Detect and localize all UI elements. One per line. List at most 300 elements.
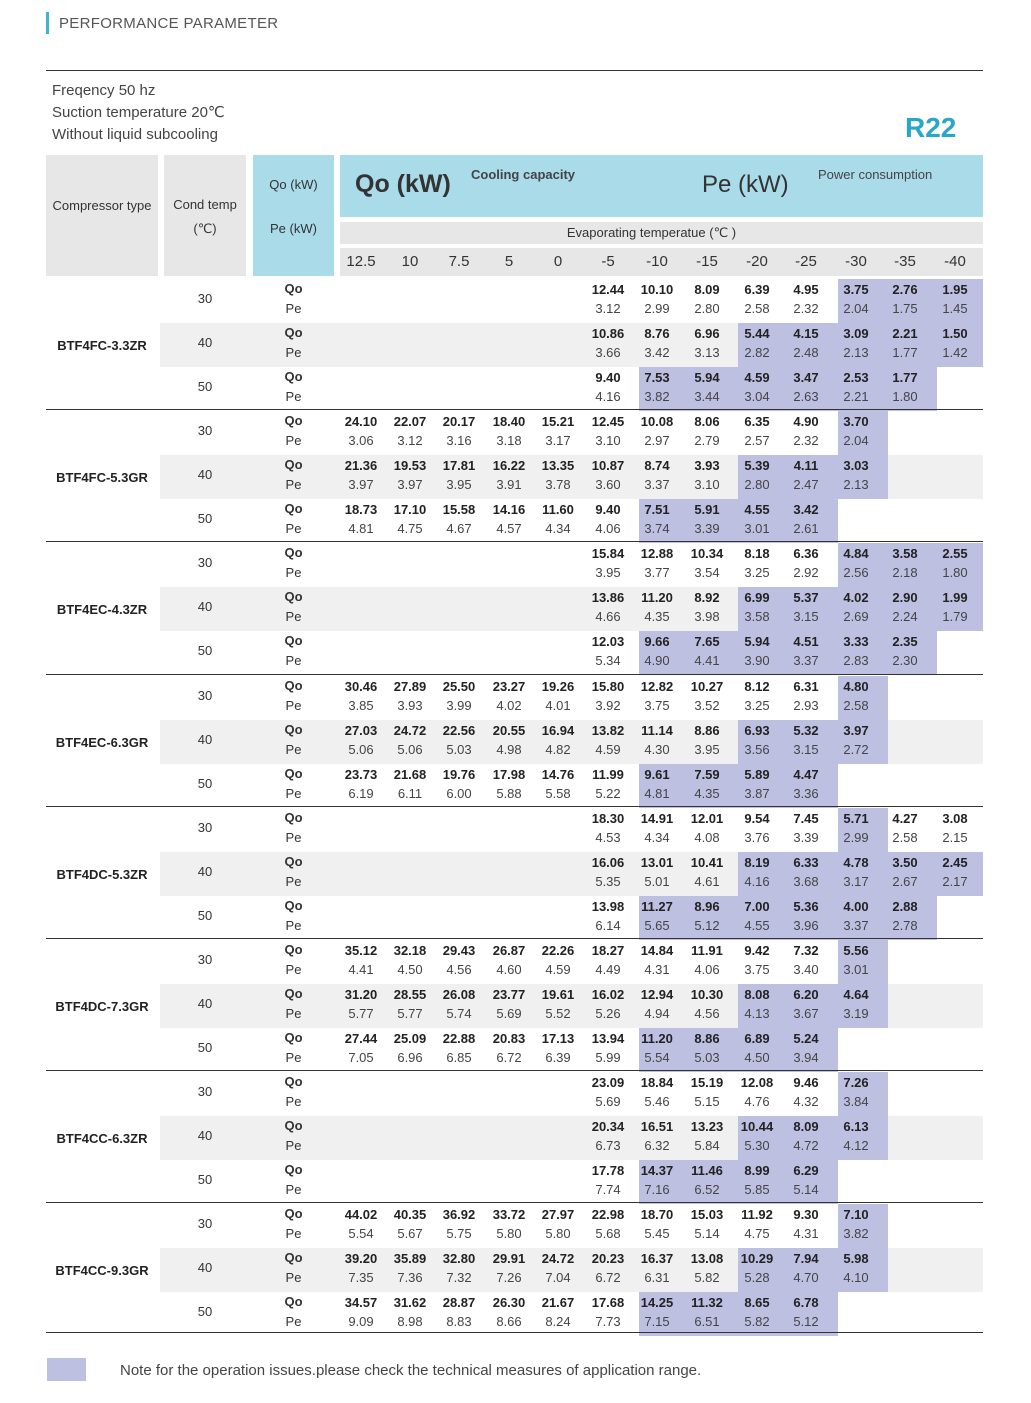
qo-value: 8.18	[744, 546, 770, 562]
pe-value: 5.15	[694, 1094, 720, 1110]
qo-value: 21.36	[344, 458, 378, 474]
evap-temp-header	[340, 222, 983, 244]
qo-value: 13.35	[541, 458, 575, 474]
pe-value: 5.35	[595, 873, 621, 889]
pe-row-label: Pe	[285, 917, 302, 933]
pe-value: 7.16	[644, 1182, 670, 1198]
pe-value: 2.47	[793, 477, 819, 493]
qo-value: 8.65	[744, 1295, 770, 1311]
qo-value: 1.99	[942, 590, 968, 606]
qo-value: 3.33	[843, 634, 869, 650]
qo-row-label: Qo	[284, 677, 303, 693]
model-separator	[46, 938, 983, 939]
qo-value: 19.26	[541, 678, 575, 694]
pe-value: 6.73	[595, 1138, 621, 1154]
pe-value: 4.53	[595, 829, 621, 845]
qo-value: 44.02	[344, 1207, 378, 1223]
pe-value: 6.11	[397, 785, 423, 801]
pe-row-label: Pe	[285, 1050, 302, 1065]
evap-temp-col: -20	[746, 253, 768, 270]
pe-value: 3.40	[793, 962, 819, 977]
qo-value: 2.35	[892, 634, 918, 650]
qo-value: 21.67	[541, 1295, 575, 1311]
cond-temp-value: 30	[197, 555, 213, 571]
pe-value: 4.13	[744, 1006, 770, 1021]
pe-value: 5.26	[595, 1006, 621, 1021]
pe-value: 5.12	[694, 917, 720, 933]
pe-row-label: Pe	[285, 301, 302, 316]
qo-value: 3.58	[892, 546, 918, 562]
qo-row-label: Qo	[284, 986, 303, 1001]
qo-value: 10.30	[690, 987, 724, 1002]
capacity-header	[340, 155, 983, 217]
compressor-model-name: BTF4EC-6.3GR	[55, 734, 149, 750]
qo-value: 11.14	[641, 722, 673, 738]
pe-value: 5.14	[793, 1182, 819, 1198]
pe-value: 7.32	[446, 1270, 472, 1286]
qo-row-label: Qo	[284, 1162, 303, 1178]
qo-value: 1.77	[892, 370, 918, 385]
condition-subcooling: Without liquid subcooling	[52, 126, 218, 143]
pe-value: 4.82	[545, 741, 571, 757]
qo-value: 26.87	[492, 943, 526, 958]
pe-value: 3.95	[446, 477, 472, 493]
pe-value: 4.02	[496, 697, 522, 713]
pe-value: 5.80	[545, 1226, 571, 1242]
pe-value: 4.41	[694, 653, 720, 669]
pe-value: 5.80	[496, 1226, 522, 1242]
qo-value: 15.84	[591, 546, 625, 562]
evap-temp-col: 10	[401, 253, 419, 270]
pe-value: 4.55	[744, 917, 770, 933]
qo-value: 39.20	[344, 1251, 378, 1267]
pe-value: 3.92	[595, 697, 621, 713]
pe-value: 2.30	[892, 653, 918, 669]
qo-value: 30.46	[344, 678, 378, 694]
qo-value: 5.94	[744, 634, 770, 650]
qo-value: 7.94	[793, 1251, 819, 1267]
qo-value: 20.17	[442, 414, 476, 430]
pe-value: 2.24	[892, 609, 918, 625]
pe-value: 2.13	[843, 477, 869, 493]
qo-value: 5.91	[694, 502, 720, 518]
qo-row-label: Qo	[284, 1206, 303, 1222]
pe-value: 6.72	[595, 1270, 621, 1286]
evap-temp-col: -25	[795, 253, 817, 270]
qo-row-label: Qo	[284, 897, 303, 913]
qo-value: 8.09	[694, 282, 720, 297]
pe-row-label: Pe	[285, 785, 302, 801]
qo-value: 8.08	[744, 987, 770, 1002]
qo-value: 3.09	[843, 326, 869, 341]
pe-value: 3.78	[545, 477, 571, 493]
pe-value: 4.56	[694, 1006, 720, 1021]
qo-value: 11.20	[641, 1031, 673, 1046]
qo-value: 10.41	[690, 854, 724, 870]
qo-value: 6.31	[793, 678, 819, 694]
pe-value: 1.77	[892, 345, 918, 360]
qo-value: 6.89	[744, 1031, 770, 1046]
compressor-model-name: BTF4DC-5.3ZR	[56, 866, 148, 882]
qo-value: 14.16	[492, 502, 526, 518]
pe-value: 5.45	[644, 1226, 670, 1242]
pe-value: 5.77	[397, 1006, 423, 1021]
compressor-model-name: BTF4FC-3.3ZR	[57, 338, 147, 353]
pe-value: 3.94	[793, 1050, 819, 1065]
qo-value: 26.30	[492, 1295, 526, 1311]
qo-value: 2.53	[843, 370, 869, 385]
qo-value: 32.18	[393, 943, 427, 958]
pe-row-label: Pe	[285, 433, 302, 449]
pe-row-label: Pe	[285, 1314, 302, 1330]
pe-value: 6.32	[644, 1138, 670, 1154]
pe-value: 4.60	[496, 962, 522, 977]
pe-row-label: Pe	[285, 1182, 302, 1198]
pe-value: 5.06	[348, 741, 374, 757]
qo-value: 8.09	[793, 1119, 819, 1135]
qo-value: 13.08	[690, 1251, 724, 1267]
pe-value: 5.06	[397, 741, 423, 757]
section-title: PERFORMANCE PARAMETER	[59, 14, 279, 32]
pe-value: 4.12	[843, 1138, 869, 1154]
qo-value: 13.98	[591, 898, 625, 914]
qo-value: 23.77	[492, 987, 526, 1002]
qo-value: 2.45	[942, 854, 968, 870]
qo-value: 2.21	[892, 326, 918, 341]
pe-value: 4.06	[694, 962, 720, 977]
pe-value: 2.99	[644, 301, 670, 316]
qo-value: 17.81	[442, 458, 476, 474]
cond-temp-value: 40	[197, 599, 213, 615]
pe-value: 6.14	[595, 917, 621, 933]
pe-value: 3.77	[644, 565, 670, 581]
qo-row-label: Qo	[284, 281, 303, 296]
qo-value: 17.78	[591, 1163, 625, 1179]
pe-value: 4.76	[744, 1094, 770, 1110]
pe-value: 5.84	[694, 1138, 720, 1154]
pe-value: 3.17	[843, 873, 869, 889]
qo-value: 18.40	[492, 414, 526, 430]
qo-value: 20.34	[591, 1119, 625, 1135]
qo-value: 19.53	[393, 458, 427, 474]
qo-value: 15.80	[591, 678, 625, 694]
pe-value: 6.96	[397, 1050, 423, 1065]
pe-value: 3.91	[496, 477, 522, 493]
qo-value: 9.66	[644, 634, 670, 650]
qo-value: 27.03	[344, 722, 378, 738]
qo-value: 5.24	[793, 1031, 819, 1046]
cond-temp-value: 40	[197, 335, 213, 350]
cond-temp-label: Cond temp	[173, 197, 237, 212]
pe-value: 4.31	[644, 962, 670, 977]
divider	[46, 70, 983, 71]
qo-value: 17.98	[492, 766, 526, 782]
pe-value: 2.80	[694, 301, 720, 316]
pe-value: 2.15	[942, 829, 968, 845]
pe-value: 3.60	[595, 477, 621, 493]
pe-value: 6.85	[446, 1050, 472, 1065]
qo-value: 9.40	[595, 370, 621, 385]
compressor-type-header	[46, 155, 158, 276]
pe-value: 3.06	[348, 433, 374, 449]
qo-value: 7.65	[694, 634, 720, 650]
pe-value: 3.18	[496, 433, 522, 449]
cond-temp-value: 50	[197, 775, 213, 791]
qo-value: 3.47	[793, 370, 819, 385]
qo-value: 6.93	[744, 722, 770, 738]
qo-value: 6.39	[744, 282, 770, 297]
compressor-type-label: Compressor type	[52, 198, 152, 213]
evap-temp-col: -10	[646, 253, 668, 270]
pe-row-label: Pe	[285, 1138, 302, 1154]
pe-value: 5.69	[496, 1006, 522, 1021]
pe-value: 2.18	[892, 565, 918, 581]
pe-value: 3.17	[545, 433, 571, 449]
qo-row-label: Qo	[284, 545, 303, 561]
pe-value: 7.74	[595, 1182, 621, 1198]
pe-value: 4.90	[644, 653, 670, 669]
pe-value: 9.09	[348, 1314, 374, 1330]
qo-value: 5.36	[793, 898, 819, 914]
qo-value: 15.21	[541, 414, 575, 430]
pe-value: 3.01	[843, 962, 869, 977]
qo-row-label: Qo	[284, 457, 303, 473]
pe-value: 4.50	[744, 1050, 770, 1065]
qo-row-label: Qo	[284, 1294, 303, 1310]
pe-value: 4.66	[595, 609, 621, 625]
qo-value: 12.44	[591, 282, 625, 297]
cond-temp-value: 50	[197, 1172, 213, 1188]
pe-value: 3.12	[397, 433, 423, 449]
evap-temp-col: -15	[696, 253, 718, 270]
qo-value: 31.62	[393, 1295, 427, 1311]
cond-temp-value: 50	[197, 643, 213, 659]
test-conditions	[52, 80, 225, 146]
qo-value: 3.70	[843, 414, 869, 430]
qo-value: 9.42	[744, 943, 770, 958]
qo-value: 6.33	[793, 854, 819, 870]
qo-value: 4.27	[892, 810, 918, 826]
qo-value: 10.27	[690, 678, 724, 694]
qo-value: 25.50	[442, 678, 476, 694]
qo-value: 9.46	[793, 1075, 819, 1091]
qo-value: 6.20	[793, 987, 819, 1002]
qo-value: 6.96	[694, 326, 720, 341]
pe-row-label: Pe	[285, 1094, 302, 1110]
pe-row-label: Pe	[285, 521, 302, 537]
qo-value: 16.22	[492, 458, 526, 474]
pe-value: 4.59	[545, 962, 571, 977]
refrigerant-label: R22	[905, 112, 957, 143]
pe-value: 3.82	[843, 1226, 869, 1242]
pe-value: 2.04	[843, 433, 869, 449]
qo-value: 40.35	[393, 1207, 427, 1223]
pe-value: 3.15	[793, 741, 819, 757]
qo-value: 17.13	[541, 1031, 575, 1046]
pe-value: 2.67	[892, 873, 918, 889]
power-consumption-label: Power consumption	[818, 167, 933, 182]
footnote: Note for the operation issues.please check the technical measures of application range.	[120, 1362, 702, 1379]
evap-temp-col: 5	[504, 253, 514, 270]
pe-value: 4.10	[843, 1270, 869, 1286]
qo-value: 4.02	[843, 590, 869, 606]
qo-value: 11.20	[641, 590, 673, 606]
qo-value: 3.50	[892, 854, 918, 870]
pe-value: 2.58	[744, 301, 770, 316]
qo-value: 7.10	[843, 1207, 869, 1223]
qo-row-label: Qo	[284, 1074, 303, 1090]
qo-value: 35.12	[344, 943, 378, 958]
qo-value: 8.92	[694, 590, 720, 606]
pe-value: 3.85	[348, 697, 374, 713]
qo-value: 8.96	[694, 898, 720, 914]
qo-row-label: Qo	[284, 809, 303, 825]
pe-row-label: Pe	[285, 565, 302, 581]
qo-value: 25.09	[393, 1031, 427, 1046]
pe-value: 2.13	[843, 345, 869, 360]
qo-value: 5.37	[793, 590, 819, 606]
qo-value: 24.72	[541, 1251, 575, 1267]
qo-value: 4.84	[843, 546, 869, 562]
cond-temp-value: 50	[197, 1040, 213, 1055]
qo-value: 22.98	[591, 1207, 625, 1223]
pe-value: 4.16	[595, 389, 621, 404]
qo-value: 2.90	[892, 590, 918, 606]
pe-value: 2.79	[694, 433, 720, 449]
evap-temp-label: Evaporating temperatue (℃ )	[566, 225, 737, 240]
pe-value: 3.76	[744, 829, 770, 845]
qo-value: 4.80	[843, 678, 869, 694]
qo-value: 4.78	[843, 854, 869, 870]
qo-value: 2.88	[892, 898, 918, 914]
qo-value: 13.94	[591, 1031, 625, 1046]
pe-value: 2.63	[793, 389, 819, 404]
qo-value: 8.19	[744, 854, 770, 870]
cond-temp-value: 30	[197, 687, 213, 703]
pe-row-label: Pe	[285, 345, 302, 360]
qo-value: 12.45	[591, 414, 625, 430]
qo-value: 18.73	[344, 502, 378, 518]
qo-value: 13.23	[690, 1119, 724, 1135]
pe-value: 3.42	[644, 345, 670, 360]
pe-value: 4.61	[694, 873, 720, 889]
evap-temp-col: -40	[944, 253, 966, 270]
pe-unit-label: Pe (kW)	[270, 221, 317, 236]
table-bottom-line	[46, 1332, 983, 1333]
qo-value: 10.44	[740, 1119, 774, 1135]
qo-value: 4.15	[793, 326, 819, 341]
compressor-model-name: BTF4EC-4.3ZR	[56, 602, 148, 618]
pe-value: 3.15	[793, 609, 819, 625]
pe-value: 7.36	[397, 1270, 423, 1286]
pe-row-label: Pe	[285, 1006, 302, 1021]
evap-temp-col: 7.5	[448, 253, 470, 270]
pe-row-label: Pe	[285, 873, 302, 889]
qo-value: 3.03	[843, 458, 869, 474]
qo-value: 16.02	[591, 987, 625, 1002]
evap-temp-row	[340, 248, 983, 276]
qo-value: 9.61	[644, 766, 670, 782]
pe-value: 4.70	[793, 1270, 819, 1286]
pe-value: 3.97	[348, 477, 374, 493]
pe-value: 2.97	[644, 433, 670, 449]
pe-value: 3.95	[694, 741, 720, 757]
pe-value: 4.35	[644, 609, 670, 625]
pe-value: 3.75	[644, 697, 670, 713]
qo-value: 20.23	[591, 1251, 625, 1267]
pe-value: 5.58	[545, 785, 571, 801]
pe-value: 5.28	[744, 1270, 770, 1286]
qo-value: 16.94	[541, 722, 575, 738]
accent-bar	[46, 12, 49, 34]
qo-value: 13.01	[640, 854, 674, 870]
pe-value: 1.75	[892, 301, 918, 316]
qo-row-label: Qo	[284, 1250, 303, 1266]
pe-value: 5.82	[694, 1270, 720, 1286]
qo-value: 22.56	[442, 722, 476, 738]
pe-value: 5.67	[397, 1226, 423, 1242]
evap-temp-col: 12.5	[346, 253, 376, 270]
pe-value: 5.54	[644, 1050, 670, 1065]
pe-value: 8.66	[496, 1314, 522, 1330]
qo-value: 4.11	[793, 458, 819, 474]
qo-value: 11.27	[641, 898, 673, 914]
pe-value: 4.94	[644, 1006, 670, 1021]
pe-value: 5.82	[744, 1314, 770, 1330]
qo-value: 2.76	[892, 282, 918, 297]
pe-value: 4.49	[595, 962, 621, 977]
pe-value: 3.37	[644, 477, 670, 493]
qo-value: 27.44	[344, 1031, 378, 1046]
qo-value: 20.55	[492, 722, 526, 738]
qo-value: 8.06	[694, 414, 720, 430]
pe-value: 6.52	[694, 1182, 720, 1198]
pe-value: 2.17	[942, 873, 968, 889]
cond-temp-value: 50	[197, 511, 213, 527]
compressor-model-name: BTF4FC-5.3GR	[56, 470, 148, 486]
pe-value: 3.19	[843, 1006, 869, 1021]
pe-value: 4.32	[793, 1094, 819, 1110]
pe-value: 5.03	[694, 1050, 720, 1065]
qo-value: 35.89	[393, 1251, 427, 1267]
cond-temp-header	[164, 155, 246, 276]
compressor-model-name: BTF4CC-9.3GR	[55, 1263, 149, 1279]
pe-value: 5.99	[595, 1050, 621, 1065]
qo-value: 22.26	[541, 943, 575, 958]
condition-frequency: Freqency 50 hz	[52, 82, 156, 99]
pe-value: 4.57	[496, 521, 522, 537]
pe-value: 2.83	[843, 653, 869, 669]
qo-value: 7.51	[644, 502, 670, 518]
qo-row-label: Qo	[284, 1118, 303, 1134]
pe-value: 2.99	[843, 829, 869, 845]
cond-temp-value: 50	[197, 1304, 213, 1320]
pe-value: 5.75	[446, 1226, 472, 1242]
cond-temp-value: 30	[197, 1216, 213, 1232]
pe-value: 5.54	[348, 1226, 374, 1242]
pe-value: 2.92	[793, 565, 819, 581]
qo-value: 23.09	[591, 1075, 625, 1091]
qo-value: 7.32	[793, 943, 819, 958]
qo-unit-label: Qo (kW)	[269, 177, 318, 192]
qo-value: 4.64	[843, 987, 869, 1002]
pe-value: 5.01	[644, 873, 670, 889]
qo-value: 10.86	[591, 326, 625, 341]
qo-value: 26.08	[442, 987, 476, 1002]
pe-value: 4.75	[744, 1226, 770, 1242]
cond-temp-value: 40	[197, 996, 213, 1011]
pe-value: 8.24	[545, 1314, 571, 1330]
